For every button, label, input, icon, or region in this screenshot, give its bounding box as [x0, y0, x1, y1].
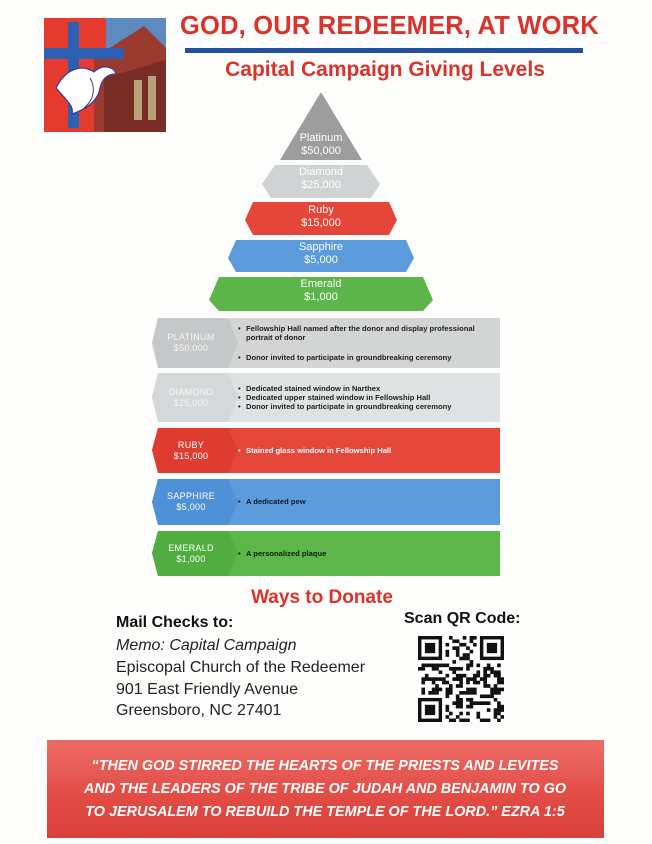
level-bar-diamond — [152, 373, 500, 422]
level-label: DIAMOND $25,000 — [168, 386, 214, 408]
level-label: RUBY $15,000 — [173, 439, 209, 461]
benefit-list — [228, 428, 492, 473]
pyramid-label-diamond: Diamond $25,000 — [298, 166, 344, 191]
benefit-item: • Donor invited to participate in groundbreaking ceremony — [238, 402, 492, 411]
address-line: 901 East Friendly Avenue — [116, 681, 299, 698]
scripture-verse — [60, 755, 590, 824]
pyramid-label-emerald: Emerald $1,000 — [300, 278, 342, 303]
level-bar-sapphire — [152, 479, 500, 525]
level-label: EMERALD $1,000 — [168, 542, 214, 564]
page-subtitle: Capital Campaign Giving Levels — [225, 58, 545, 81]
benefit-list — [228, 479, 492, 525]
level-bar-platinum — [152, 318, 500, 368]
pyramid-label-sapphire: Sapphire $5,000 — [298, 241, 344, 266]
verse-line: “THEN GOD STIRRED THE HEARTS OF THE PRIESTS AND LEVITES — [91, 758, 559, 774]
level-bar-ruby — [152, 428, 500, 473]
benefit-item: • A personalized plaque — [238, 549, 492, 558]
benefit-list — [228, 318, 492, 368]
benefit-item: • Dedicated upper stained window in Fellowship Hall — [238, 393, 492, 402]
benefit-item: • Donor invited to participate in groundbreaking ceremony — [238, 353, 492, 362]
mail-checks-heading: Mail Checks to: — [116, 614, 234, 631]
donate-title: Ways to Donate — [251, 587, 393, 608]
level-label: SAPPHIRE $5,000 — [167, 491, 215, 512]
benefit-list — [228, 531, 492, 576]
giving-pyramid — [0, 0, 652, 320]
level-bar-emerald — [152, 531, 500, 576]
qr-heading: Scan QR Code: — [404, 610, 521, 627]
pyramid-label-ruby: Ruby $15,000 — [301, 204, 341, 229]
benefit-item: • Stained glass window in Fellowship Hall — [238, 446, 492, 455]
benefit-list — [228, 373, 492, 422]
benefit-item: • Dedicated stained window in Narthex — [238, 384, 492, 393]
verse-line: AND THE LEADERS OF THE TRIBE OF JUDAH AND BENJAMIN TO GO — [83, 781, 567, 797]
pyramid-label-platinum: Platinum $50,000 — [299, 132, 343, 157]
address-line: Episcopal Church of the Redeemer — [116, 659, 366, 676]
qr-code[interactable] — [418, 636, 504, 722]
address-line: Greensboro, NC 27401 — [116, 702, 282, 719]
memo-line: Memo: Capital Campaign — [116, 637, 297, 654]
benefit-item: • A dedicated pew — [238, 497, 492, 506]
page-title: GOD, OUR REDEEMER, AT WORK — [180, 12, 599, 40]
benefit-item: • Fellowship Hall named after the donor and display professional portrait of donor — [238, 324, 492, 342]
verse-line: TO JERUSALEM TO REBUILD THE TEMPLE OF THE LORD.” EZRA 1:5 — [85, 804, 565, 820]
level-label: PLATINUM $50,000 — [167, 332, 215, 353]
